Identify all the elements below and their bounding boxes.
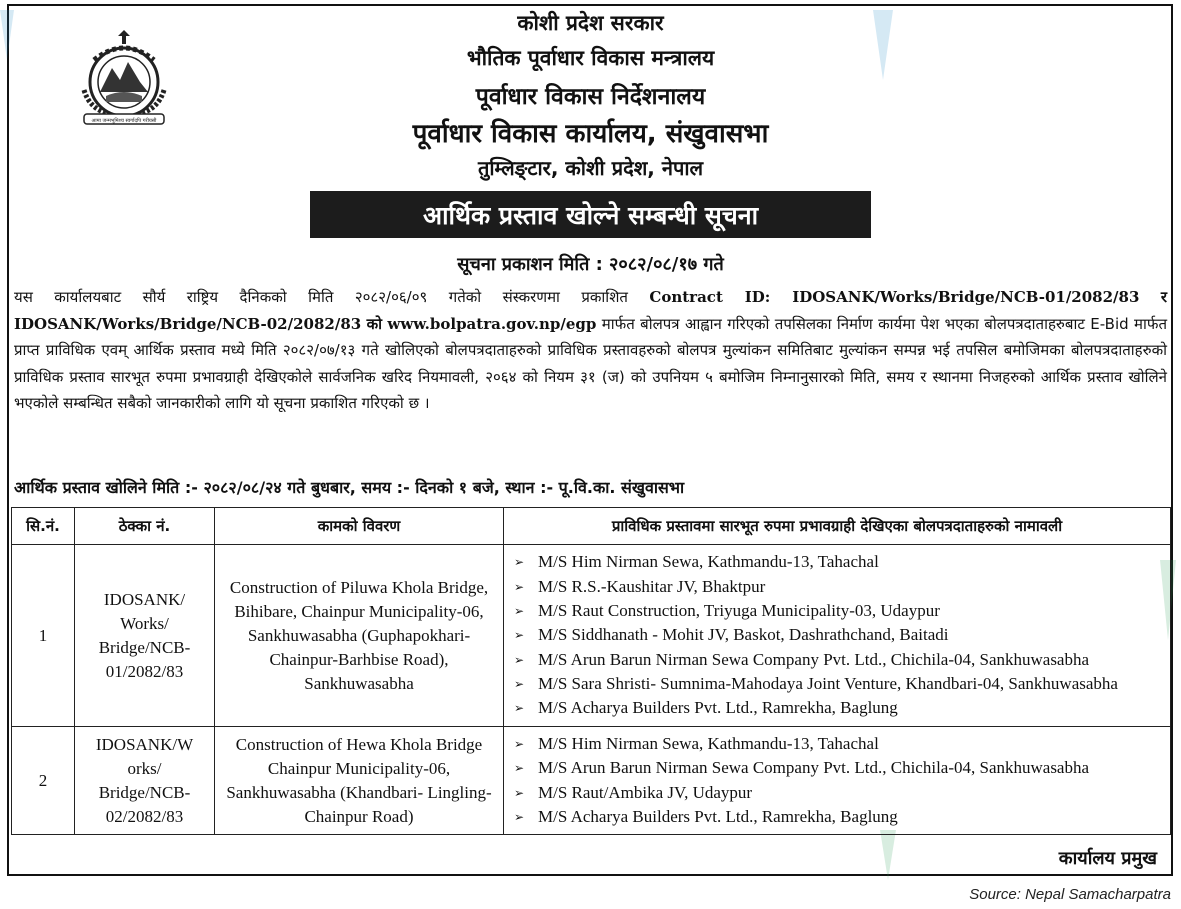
arrow-bullet-icon: ➢ (514, 628, 525, 643)
bidder-item: ➢ M/S Raut/Ambika JV, Udaypur (514, 781, 1166, 805)
row-contract: IDOSANK/W orks/ Bridge/NCB- 02/2082/83 (75, 727, 215, 835)
row-description: Construction of Hewa Khola Bridge Chainpur Municipality-06, Sankhuwasabha (Khandbari- Lingling-Chainpur Road) (215, 727, 504, 835)
arrow-bullet-icon: ➢ (514, 652, 525, 667)
table-header-row (12, 508, 1171, 545)
arrow-bullet-icon: ➢ (514, 761, 525, 776)
header-sn: सि.नं. (12, 508, 75, 545)
row-bidders (504, 727, 1171, 835)
bidder-item: ➢ M/S Raut Construction, Triyuga Municipality-03, Udaypur (514, 599, 1166, 623)
header-bidders: प्राविधिक प्रस्तावमा सारभूत रुपमा प्रभावग्राही देखिएका बोलपत्रदाताहरुको नामावली (504, 508, 1171, 545)
notice-body (14, 284, 1167, 417)
bidder-item: ➢ M/S Acharya Builders Pvt. Ltd., Ramrekha, Baglung (514, 696, 1166, 720)
notice-title: आर्थिक प्रस्ताव खोल्ने सम्बन्धी सूचना (310, 191, 871, 238)
header-address: तुम्लिङ्टार, कोशी प्रदेश, नेपाल (477, 156, 704, 180)
bidders-table (11, 507, 1171, 835)
header-directorate: पूर्वाधार विकास निर्देशनालय (475, 84, 706, 110)
header-ministry: भौतिक पूर्वाधार विकास मन्त्रालय (466, 46, 715, 70)
row-bidders (504, 545, 1171, 727)
conjunction: र (1160, 288, 1168, 306)
bidder-item: ➢ M/S Him Nirman Sewa, Kathmandu-13, Tahachal (514, 732, 1166, 756)
row-sn: 2 (12, 727, 75, 835)
body-part1: यस कार्यालयबाट सौर्य राष्ट्रिय दैनिकको मिति २०८२/०६/०९ गतेको संस्करणमा प्रकाशित (14, 288, 628, 306)
header-province: कोशी प्रदेश सरकार (517, 11, 664, 35)
arrow-bullet-icon: ➢ (514, 785, 525, 800)
contract-id-2: IDOSANK/Works/Bridge/NCB-02/2082/83 (14, 314, 362, 333)
emblem-motto: आमा जन्मभूमिश्च स्वर्गादपि गरीयसी (91, 118, 157, 124)
arrow-bullet-icon: ➢ (514, 736, 525, 751)
arrow-bullet-icon: ➢ (514, 676, 525, 691)
portal-link[interactable]: www.bolpatra.gov.np/egp (387, 314, 597, 333)
arrow-bullet-icon: ➢ (514, 579, 525, 594)
arrow-bullet-icon: ➢ (514, 809, 525, 824)
ko-word: को (366, 314, 383, 333)
bidder-item: ➢ M/S Sara Shristi- Sumnima-Mahodaya Joint Venture, Khandbari-04, Sankhuwasabha (514, 672, 1166, 696)
bidder-item: ➢ M/S Acharya Builders Pvt. Ltd., Ramrekha, Baglung (514, 805, 1166, 829)
row-sn: 1 (12, 545, 75, 727)
signature-office-chief: कार्यालय प्रमुख (1058, 848, 1157, 869)
row-contract: IDOSANK/ Works/ Bridge/NCB- 01/2082/83 (75, 545, 215, 727)
table-row (12, 545, 1171, 727)
header-contract: ठेक्का नं. (75, 508, 215, 545)
opening-schedule: आर्थिक प्रस्ताव खोलिने मिति :- २०८२/०८/२४ गते बुधबार, समय :- दिनको १ बजे, स्थान :- पू.वि.का. संखुवासभा (14, 478, 685, 497)
body-part2: मार्फत बोलपत्र आह्वान गरिएको तपसिलका निर्माण कार्यमा पेश भएका बोलपत्रदाताहरुबाट E-Bid मार्फत प्राप्त प्राविधिक एवम् आर्थिक प्रस्ताव मध्ये मिति २०८२/०७/१३ गते खोलिएको बोलपत्रदाताहरुको प्राविधिक प्रस्तावहरुको बोलपत्र मुल्यांकन समितिबाट मुल्यांकन सम्पन्न भई तपसिल बमोजिमका बोलपत्रदाताहरुको प्राविधिक प्रस्ताव सारभूत रुपमा प्रभावग्राही देखिएकोले सार्वजनिक खरिद नियमावली, २०६४ को नियम ३१ (ज) को उपनियम ५ बमोजिम निम्नानुसारको मिति, समय र स्थानमा निजहरुको आर्थिक प्रस्ताव खोलिने भएकोले सम्बन्धित सबैको जानकारीको लागि यो सूचना प्रकाशित गरिएको छ । (14, 314, 1167, 413)
bidder-item: ➢ M/S Arun Barun Nirman Sewa Company Pvt. Ltd., Chichila-04, Sankhuwasabha (514, 756, 1166, 780)
contract-id-1: Contract ID: IDOSANK/Works/Bridge/NCB-01/2082/83 (649, 288, 1140, 306)
bidder-item: ➢ M/S Siddhanath - Mohit JV, Baskot, Dashrathchand, Baitadi (514, 623, 1166, 647)
arrow-bullet-icon: ➢ (514, 604, 525, 619)
source-credit: Source: Nepal Samacharpatra (969, 886, 1171, 903)
bidder-item: ➢ M/S Him Nirman Sewa, Kathmandu-13, Tahachal (514, 550, 1166, 574)
arrow-bullet-icon: ➢ (514, 555, 525, 570)
publish-date: सूचना प्रकाशन मिति : २०८२/०८/१७ गते (457, 254, 724, 275)
bidder-item: ➢ M/S R.S.-Kaushitar JV, Bhaktpur (514, 575, 1166, 599)
row-description: Construction of Piluwa Khola Bridge, Bihibare, Chainpur Municipality-06, Sankhuwasabha (Guphapokhari-Chainpur-Barhbise Road), Sankhuwasabha (215, 545, 504, 727)
header-office: पूर्वाधार विकास कार्यालय, संखुवासभा (412, 119, 769, 149)
header-description: कामको विवरण (215, 508, 504, 545)
bidder-item: ➢ M/S Arun Barun Nirman Sewa Company Pvt. Ltd., Chichila-04, Sankhuwasabha (514, 648, 1166, 672)
table-row (12, 727, 1171, 835)
arrow-bullet-icon: ➢ (514, 701, 525, 716)
